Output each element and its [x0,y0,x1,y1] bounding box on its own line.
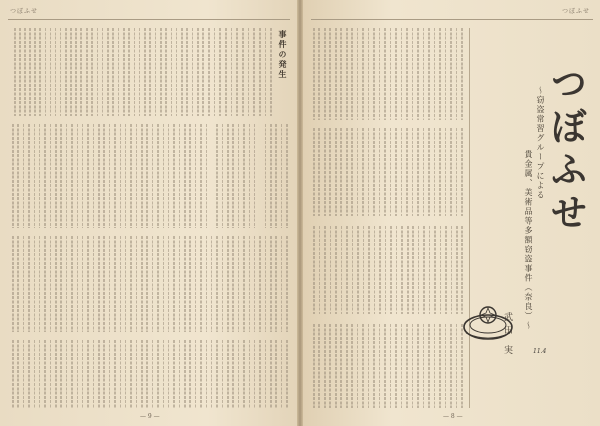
text-block [12,124,288,228]
text-block [86,28,204,116]
article-title: つぼふせ [544,64,587,236]
text-block [12,236,288,332]
text-block [313,226,403,314]
text-block [12,340,288,408]
left-page [0,0,297,426]
article-subtitle: 〜窃盗常習グループによる [536,86,545,200]
text-block [313,324,463,408]
text-block [313,128,463,216]
sketch-note: 11.4 [533,348,547,355]
page-number-right: — 8 — [443,413,463,420]
text-block [14,28,82,116]
header-rule-right [311,19,593,20]
right-page [303,0,600,426]
running-header-left: つぼふせ [10,8,39,15]
header-rule-left [8,19,290,20]
article-case-name: 貴金属、美術品等多額窃盗事件（奈良）〜 [524,150,533,331]
article-author: 武田 実 [502,312,512,358]
text-block [407,226,463,314]
section-heading: 事件の発生 [278,30,288,80]
running-header-right: つぼふせ [561,8,590,15]
ring-sketch-icon [458,295,518,351]
text-block [208,28,272,116]
page-number-left: — 9 — [140,413,160,420]
text-block [313,28,463,120]
column-divider [469,28,470,408]
